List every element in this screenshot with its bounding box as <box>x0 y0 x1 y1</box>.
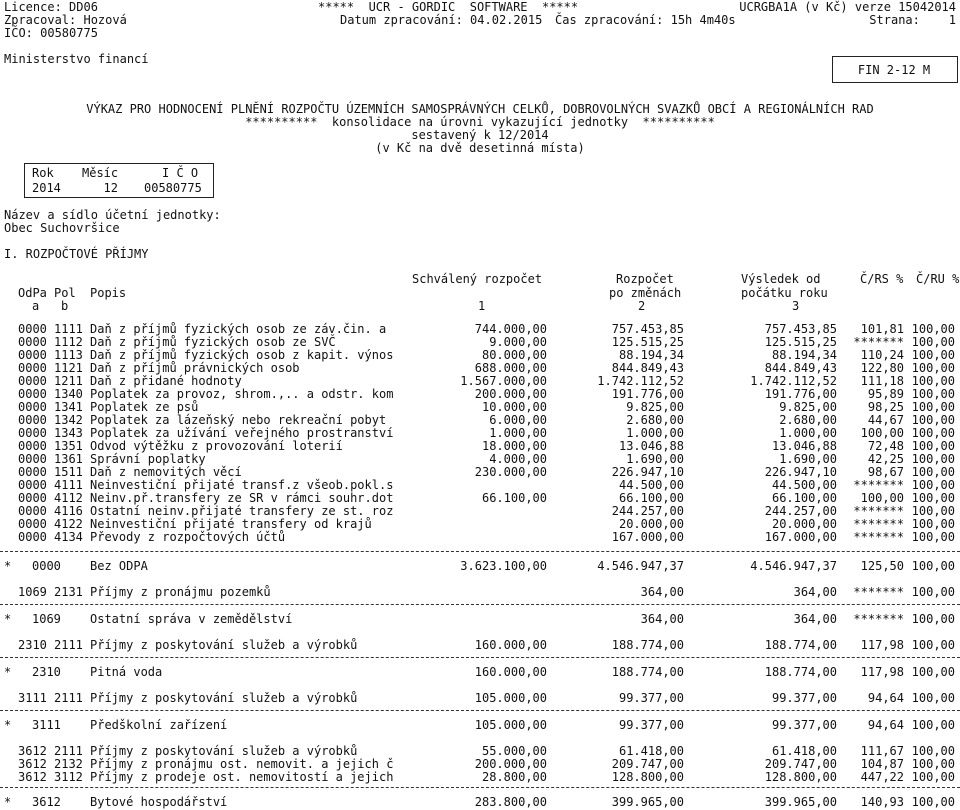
sum-row <box>0 612 960 627</box>
row-ru: 100,00 <box>911 491 955 505</box>
row-popis: Daň z příjmů fyzických osob z kapit. výnos <box>90 348 394 362</box>
sum-marker: * <box>4 795 12 809</box>
row-rs: ******* <box>853 530 904 544</box>
col-a: a <box>32 299 40 313</box>
row-odpa: 3111 <box>32 718 61 732</box>
row-odpa: 0000 <box>18 426 47 440</box>
report-subtitle: ********** konsolidace na úrovni vykazující jednotky ********** <box>245 115 715 129</box>
row-vysledek: 364,00 <box>793 612 837 626</box>
row-pol: 4111 <box>54 478 83 492</box>
ministry: Ministerstvo financí <box>4 52 149 66</box>
row-pol: 1111 <box>54 322 83 336</box>
row-odpa: 2310 <box>18 638 47 652</box>
row-odpa: 0000 <box>18 413 47 427</box>
row-odpa: 0000 <box>18 387 47 401</box>
row-ru: 100,00 <box>911 691 955 705</box>
row-rs: ******* <box>853 612 904 626</box>
row-vysledek: 2.680,00 <box>779 413 837 427</box>
row-rozpocet: 364,00 <box>640 612 684 626</box>
row-rozpocet: 4.546.947,37 <box>597 559 684 573</box>
row-ru: 100,00 <box>911 387 955 401</box>
row-popis: Příjmy z pronájmu ost. nemovit. a jejich č <box>90 757 394 771</box>
row-rozpocet: 188.774,00 <box>611 638 684 652</box>
row-vysledek: 4.546.947,37 <box>750 559 837 573</box>
row-popis: Bytové hospodářství <box>90 795 228 809</box>
col-3: 3 <box>792 299 800 313</box>
row-pol: 1343 <box>54 426 83 440</box>
row-popis: Příjmy z poskytování služeb a výrobků <box>90 638 358 652</box>
sum-marker: * <box>4 665 12 679</box>
row-vysledek: 244.257,00 <box>764 504 837 518</box>
row-pol: 2132 <box>54 757 83 771</box>
row-rs: 140,93 <box>860 795 904 809</box>
row-ru: 100,00 <box>911 348 955 362</box>
col-pocatku: počátku roku <box>741 286 828 300</box>
row-vysledek: 88.194,34 <box>771 348 837 362</box>
row-rozpocet: 125.515,25 <box>611 335 684 349</box>
row-rs: 117,98 <box>860 665 904 679</box>
row-rozpocet: 167.000,00 <box>611 530 684 544</box>
row-popis: Daň z nemovitých věcí <box>90 465 242 479</box>
row-ru: 100,00 <box>911 638 955 652</box>
col-popis: Popis <box>90 286 127 300</box>
rok-label: Rok <box>32 166 54 180</box>
row-schvaleny: 28.800,00 <box>481 770 547 784</box>
row-vysledek: 1.000,00 <box>779 426 837 440</box>
row-rs: ******* <box>853 517 904 531</box>
processed-by: Zpracoval: Hozová <box>4 13 127 27</box>
row-odpa: 0000 <box>18 335 47 349</box>
row-pol: 4112 <box>54 491 83 505</box>
row-popis: Předškolní zařízení <box>90 718 228 732</box>
table-row <box>0 585 960 600</box>
row-odpa: 0000 <box>18 504 47 518</box>
row-vysledek: 188.774,00 <box>764 665 837 679</box>
row-vysledek: 20.000,00 <box>771 517 837 531</box>
sum-marker: * <box>4 559 12 573</box>
row-rozpocet: 1.000,00 <box>626 426 684 440</box>
row-ru: 100,00 <box>911 795 955 809</box>
report-version: UCRGBA1A (v Kč) verze 15042014 <box>739 0 956 14</box>
row-odpa: 3612 <box>18 744 47 758</box>
form-code: FIN 2-12 M <box>857 63 931 77</box>
row-vysledek: 1.690,00 <box>779 452 837 466</box>
row-ru: 100,00 <box>911 426 955 440</box>
row-ru: 100,00 <box>911 335 955 349</box>
row-odpa: 0000 <box>32 559 61 573</box>
row-vysledek: 9.825,00 <box>779 400 837 414</box>
row-rozpocet: 757.453,85 <box>611 322 684 336</box>
row-rs: 100,00 <box>860 426 904 440</box>
rok-value: 2014 <box>32 181 61 195</box>
row-ru: 100,00 <box>911 559 955 573</box>
separator-line <box>0 604 960 605</box>
row-ru: 100,00 <box>911 530 955 544</box>
row-schvaleny: 160.000,00 <box>474 665 547 679</box>
row-schvaleny: 1.000,00 <box>489 426 547 440</box>
row-vysledek: 66.100,00 <box>771 491 837 505</box>
row-pol: 4116 <box>54 504 83 518</box>
row-popis: Poplatek ze psů <box>90 400 199 414</box>
row-popis: Příjmy z prodeje ost. nemovitostí a jejich <box>90 770 394 784</box>
row-odpa: 0000 <box>18 452 47 466</box>
mesic-label: Měsíc <box>82 166 119 180</box>
row-pol: 2111 <box>54 638 83 652</box>
row-schvaleny: 200.000,00 <box>474 757 547 771</box>
row-ru: 100,00 <box>911 478 955 492</box>
row-odpa: 0000 <box>18 348 47 362</box>
row-schvaleny: 105.000,00 <box>474 691 547 705</box>
row-popis: Odvod výtěžku z provozování loterií <box>90 439 343 453</box>
row-pol: 1121 <box>54 361 83 375</box>
row-pol: 2111 <box>54 744 83 758</box>
row-schvaleny: 283.800,00 <box>474 795 547 809</box>
row-rozpocet: 99.377,00 <box>618 691 684 705</box>
row-pol: 4122 <box>54 517 83 531</box>
row-rs: 111,67 <box>860 744 904 758</box>
row-odpa: 0000 <box>18 478 47 492</box>
row-popis: Daň z přidané hodnoty <box>90 374 242 388</box>
row-vysledek: 226.947,10 <box>764 465 837 479</box>
row-odpa: 0000 <box>18 491 47 505</box>
row-pol: 2131 <box>54 585 83 599</box>
row-rs: 100,00 <box>860 491 904 505</box>
ico-value: 00580775 <box>144 181 202 195</box>
row-odpa: 2310 <box>32 665 61 679</box>
sum-marker: * <box>4 612 12 626</box>
row-odpa: 1069 <box>18 585 47 599</box>
row-pol: 1351 <box>54 439 83 453</box>
row-vysledek: 364,00 <box>793 585 837 599</box>
row-pol: 1341 <box>54 400 83 414</box>
row-rs: 98,67 <box>867 465 904 479</box>
row-odpa: 0000 <box>18 374 47 388</box>
row-rozpocet: 226.947,10 <box>611 465 684 479</box>
row-schvaleny: 55.000,00 <box>481 744 547 758</box>
row-popis: Ostatní správa v zemědělství <box>90 612 293 626</box>
row-odpa: 0000 <box>18 439 47 453</box>
row-popis: Pitná voda <box>90 665 163 679</box>
row-rozpocet: 1.742.112,52 <box>597 374 684 388</box>
row-rs: 95,89 <box>867 387 904 401</box>
row-ru: 100,00 <box>911 374 955 388</box>
page-number: Strana: 1 <box>869 13 956 27</box>
sum-row <box>0 718 960 733</box>
sum-row <box>0 559 960 574</box>
col-ru: Č/RU % <box>916 272 960 286</box>
row-odpa: 0000 <box>18 361 47 375</box>
row-vysledek: 128.800,00 <box>764 770 837 784</box>
row-popis: Příjmy z poskytování služeb a výrobků <box>90 744 358 758</box>
row-ru: 100,00 <box>911 770 955 784</box>
row-vysledek: 99.377,00 <box>771 691 837 705</box>
row-popis: Daň z příjmů právnických osob <box>90 361 300 375</box>
row-schvaleny: 4.000,00 <box>489 452 547 466</box>
col-schvaleny: Schválený rozpočet <box>412 272 543 286</box>
row-schvaleny: 9.000,00 <box>489 335 547 349</box>
row-rs: ******* <box>853 504 904 518</box>
row-rs: 111,18 <box>860 374 904 388</box>
row-rs: 72,48 <box>867 439 904 453</box>
row-vysledek: 399.965,00 <box>764 795 837 809</box>
row-pol: 1211 <box>54 374 83 388</box>
row-schvaleny: 18.000,00 <box>481 439 547 453</box>
row-popis: Správní poplatky <box>90 452 206 466</box>
row-popis: Bez ODPA <box>90 559 148 573</box>
row-vysledek: 1.742.112,52 <box>750 374 837 388</box>
row-rs: 94,64 <box>867 718 904 732</box>
row-pol: 1361 <box>54 452 83 466</box>
row-rozpocet: 61.418,00 <box>618 744 684 758</box>
row-rozpocet: 2.680,00 <box>626 413 684 427</box>
row-ru: 100,00 <box>911 612 955 626</box>
col-2: 2 <box>638 299 646 313</box>
col-1: 1 <box>478 299 486 313</box>
row-pol: 1112 <box>54 335 83 349</box>
row-ru: 100,00 <box>911 585 955 599</box>
processed-time: Čas zpracování: 15h 4m40s <box>555 13 736 27</box>
row-vysledek: 191.776,00 <box>764 387 837 401</box>
col-b: b <box>61 299 69 313</box>
row-popis: Daň z příjmů fyzických osob ze SVČ <box>90 335 336 349</box>
row-ru: 100,00 <box>911 452 955 466</box>
sum-row <box>0 665 960 680</box>
row-vysledek: 844.849,43 <box>764 361 837 375</box>
row-schvaleny: 160.000,00 <box>474 638 547 652</box>
row-ru: 100,00 <box>911 744 955 758</box>
col-po-zmenach: po změnách <box>609 286 682 300</box>
row-schvaleny: 80.000,00 <box>481 348 547 362</box>
report-date: sestavený k 12/2014 <box>411 128 549 142</box>
row-rs: ******* <box>853 478 904 492</box>
row-ru: 100,00 <box>911 400 955 414</box>
row-odpa: 3612 <box>18 757 47 771</box>
row-rs: 125,50 <box>860 559 904 573</box>
row-schvaleny: 10.000,00 <box>481 400 547 414</box>
row-odpa: 0000 <box>18 322 47 336</box>
row-rs: 117,98 <box>860 638 904 652</box>
section-title: I. ROZPOČTOVÉ PŘÍJMY <box>4 247 149 261</box>
row-ru: 100,00 <box>911 413 955 427</box>
row-rs: 104,87 <box>860 757 904 771</box>
row-schvaleny: 688.000,00 <box>474 361 547 375</box>
row-schvaleny: 744.000,00 <box>474 322 547 336</box>
row-vysledek: 99.377,00 <box>771 718 837 732</box>
row-ru: 100,00 <box>911 439 955 453</box>
row-rozpocet: 66.100,00 <box>618 491 684 505</box>
row-vysledek: 757.453,85 <box>764 322 837 336</box>
row-popis: Neinvestiční přijaté transfery od krajů <box>90 517 372 531</box>
col-pol: Pol <box>54 286 76 300</box>
row-popis: Převody z rozpočtových účtů <box>90 530 286 544</box>
row-ru: 100,00 <box>911 361 955 375</box>
row-rozpocet: 364,00 <box>640 585 684 599</box>
col-odpa: OdPa <box>18 286 47 300</box>
row-schvaleny: 6.000,00 <box>489 413 547 427</box>
row-popis: Poplatek za provoz, shrom.,.. a odstr. kom <box>90 387 394 401</box>
row-odpa: 0000 <box>18 530 47 544</box>
row-popis: Příjmy z pronájmu pozemků <box>90 585 271 599</box>
vendor: ***** UCR - GORDIC SOFTWARE ***** <box>318 0 579 14</box>
row-odpa: 3612 <box>18 770 47 784</box>
row-rozpocet: 399.965,00 <box>611 795 684 809</box>
row-odpa: 0000 <box>18 517 47 531</box>
col-rozpocet: Rozpočet <box>616 272 674 286</box>
row-popis: Neinv.př.transfery ze SR v rámci souhr.dot <box>90 491 394 505</box>
row-vysledek: 188.774,00 <box>764 638 837 652</box>
row-odpa: 1069 <box>32 612 61 626</box>
row-rs: ******* <box>853 585 904 599</box>
row-vysledek: 167.000,00 <box>764 530 837 544</box>
row-schvaleny: 105.000,00 <box>474 718 547 732</box>
report-units: (v Kč na dvě desetinná místa) <box>375 141 585 155</box>
ico-label: I Č O <box>162 166 199 180</box>
row-rozpocet: 128.800,00 <box>611 770 684 784</box>
col-vysledek: Výsledek od <box>741 272 821 286</box>
row-schvaleny: 1.567.000,00 <box>460 374 547 388</box>
row-rozpocet: 99.377,00 <box>618 718 684 732</box>
row-rs: ******* <box>853 335 904 349</box>
row-pol: 1113 <box>54 348 83 362</box>
row-rs: 101,81 <box>860 322 904 336</box>
row-rozpocet: 13.046,88 <box>618 439 684 453</box>
row-popis: Ostatní neinv.přijaté transfery ze st. roz <box>90 504 394 518</box>
table-row <box>0 691 960 706</box>
row-ru: 100,00 <box>911 757 955 771</box>
row-schvaleny: 230.000,00 <box>474 465 547 479</box>
row-rs: 98,25 <box>867 400 904 414</box>
ico: IČO: 00580775 <box>4 26 98 40</box>
row-rozpocet: 244.257,00 <box>611 504 684 518</box>
row-rozpocet: 188.774,00 <box>611 665 684 679</box>
row-rs: 110,24 <box>860 348 904 362</box>
row-ru: 100,00 <box>911 322 955 336</box>
row-schvaleny: 3.623.100,00 <box>460 559 547 573</box>
row-schvaleny: 66.100,00 <box>481 491 547 505</box>
row-rozpocet: 88.194,34 <box>618 348 684 362</box>
row-popis: Poplatek za lázeňský nebo rekreační pobyt <box>90 413 387 427</box>
row-pol: 3112 <box>54 770 83 784</box>
row-popis: Příjmy z poskytování služeb a výrobků <box>90 691 358 705</box>
row-ru: 100,00 <box>911 517 955 531</box>
row-ru: 100,00 <box>911 465 955 479</box>
table-row <box>0 530 960 545</box>
row-vysledek: 61.418,00 <box>771 744 837 758</box>
row-pol: 2111 <box>54 691 83 705</box>
row-popis: Daň z příjmů fyzických osob ze záv.čin. a <box>90 322 387 336</box>
row-rozpocet: 191.776,00 <box>611 387 684 401</box>
separator-line <box>0 710 960 711</box>
row-odpa: 3111 <box>18 691 47 705</box>
row-rozpocet: 209.747,00 <box>611 757 684 771</box>
row-odpa: 0000 <box>18 465 47 479</box>
row-pol: 1342 <box>54 413 83 427</box>
report-title: VÝKAZ PRO HODNOCENÍ PLNĚNÍ ROZPOČTU ÚZEMNÍCH SAMOSPRÁVNÝCH CELKŮ, DOBROVOLNÝCH SVAZKŮ OBCÍ A REGIONÁLNÍCH RAD <box>86 102 874 116</box>
row-rs: 44,67 <box>867 413 904 427</box>
row-vysledek: 125.515,25 <box>764 335 837 349</box>
row-rozpocet: 1.690,00 <box>626 452 684 466</box>
row-rozpocet: 9.825,00 <box>626 400 684 414</box>
separator-line <box>0 551 960 552</box>
row-rozpocet: 20.000,00 <box>618 517 684 531</box>
row-vysledek: 13.046,88 <box>771 439 837 453</box>
row-odpa: 3612 <box>32 795 61 809</box>
row-vysledek: 209.747,00 <box>764 757 837 771</box>
row-schvaleny: 200.000,00 <box>474 387 547 401</box>
row-odpa: 0000 <box>18 400 47 414</box>
col-rs: Č/RS % <box>860 272 904 286</box>
sum-row <box>0 795 960 810</box>
mesic-value: 12 <box>103 181 118 195</box>
row-rozpocet: 844.849,43 <box>611 361 684 375</box>
entity-label: Název a sídlo účetní jednotky: <box>4 208 221 222</box>
row-ru: 100,00 <box>911 665 955 679</box>
sum-marker: * <box>4 718 12 732</box>
row-rs: 94,64 <box>867 691 904 705</box>
row-rs: 447,22 <box>860 770 904 784</box>
row-pol: 1511 <box>54 465 83 479</box>
row-pol: 4134 <box>54 530 83 544</box>
row-rs: 42,25 <box>867 452 904 466</box>
row-vysledek: 44.500,00 <box>771 478 837 492</box>
separator-line <box>0 787 960 788</box>
separator-line <box>0 657 960 658</box>
entity-name: Obec Suchovršice <box>4 221 120 235</box>
table-row <box>0 638 960 653</box>
licence: Licence: DD06 <box>4 0 98 14</box>
row-popis: Neinvestiční přijaté transf.z všeob.pokl.s <box>90 478 394 492</box>
row-ru: 100,00 <box>911 718 955 732</box>
row-pol: 1340 <box>54 387 83 401</box>
row-rozpocet: 44.500,00 <box>618 478 684 492</box>
processed-date: Datum zpracování: 04.02.2015 <box>340 13 543 27</box>
table-row <box>0 770 960 785</box>
row-rs: 122,80 <box>860 361 904 375</box>
row-ru: 100,00 <box>911 504 955 518</box>
row-popis: Poplatek za užívání veřejného prostranství <box>90 426 394 440</box>
